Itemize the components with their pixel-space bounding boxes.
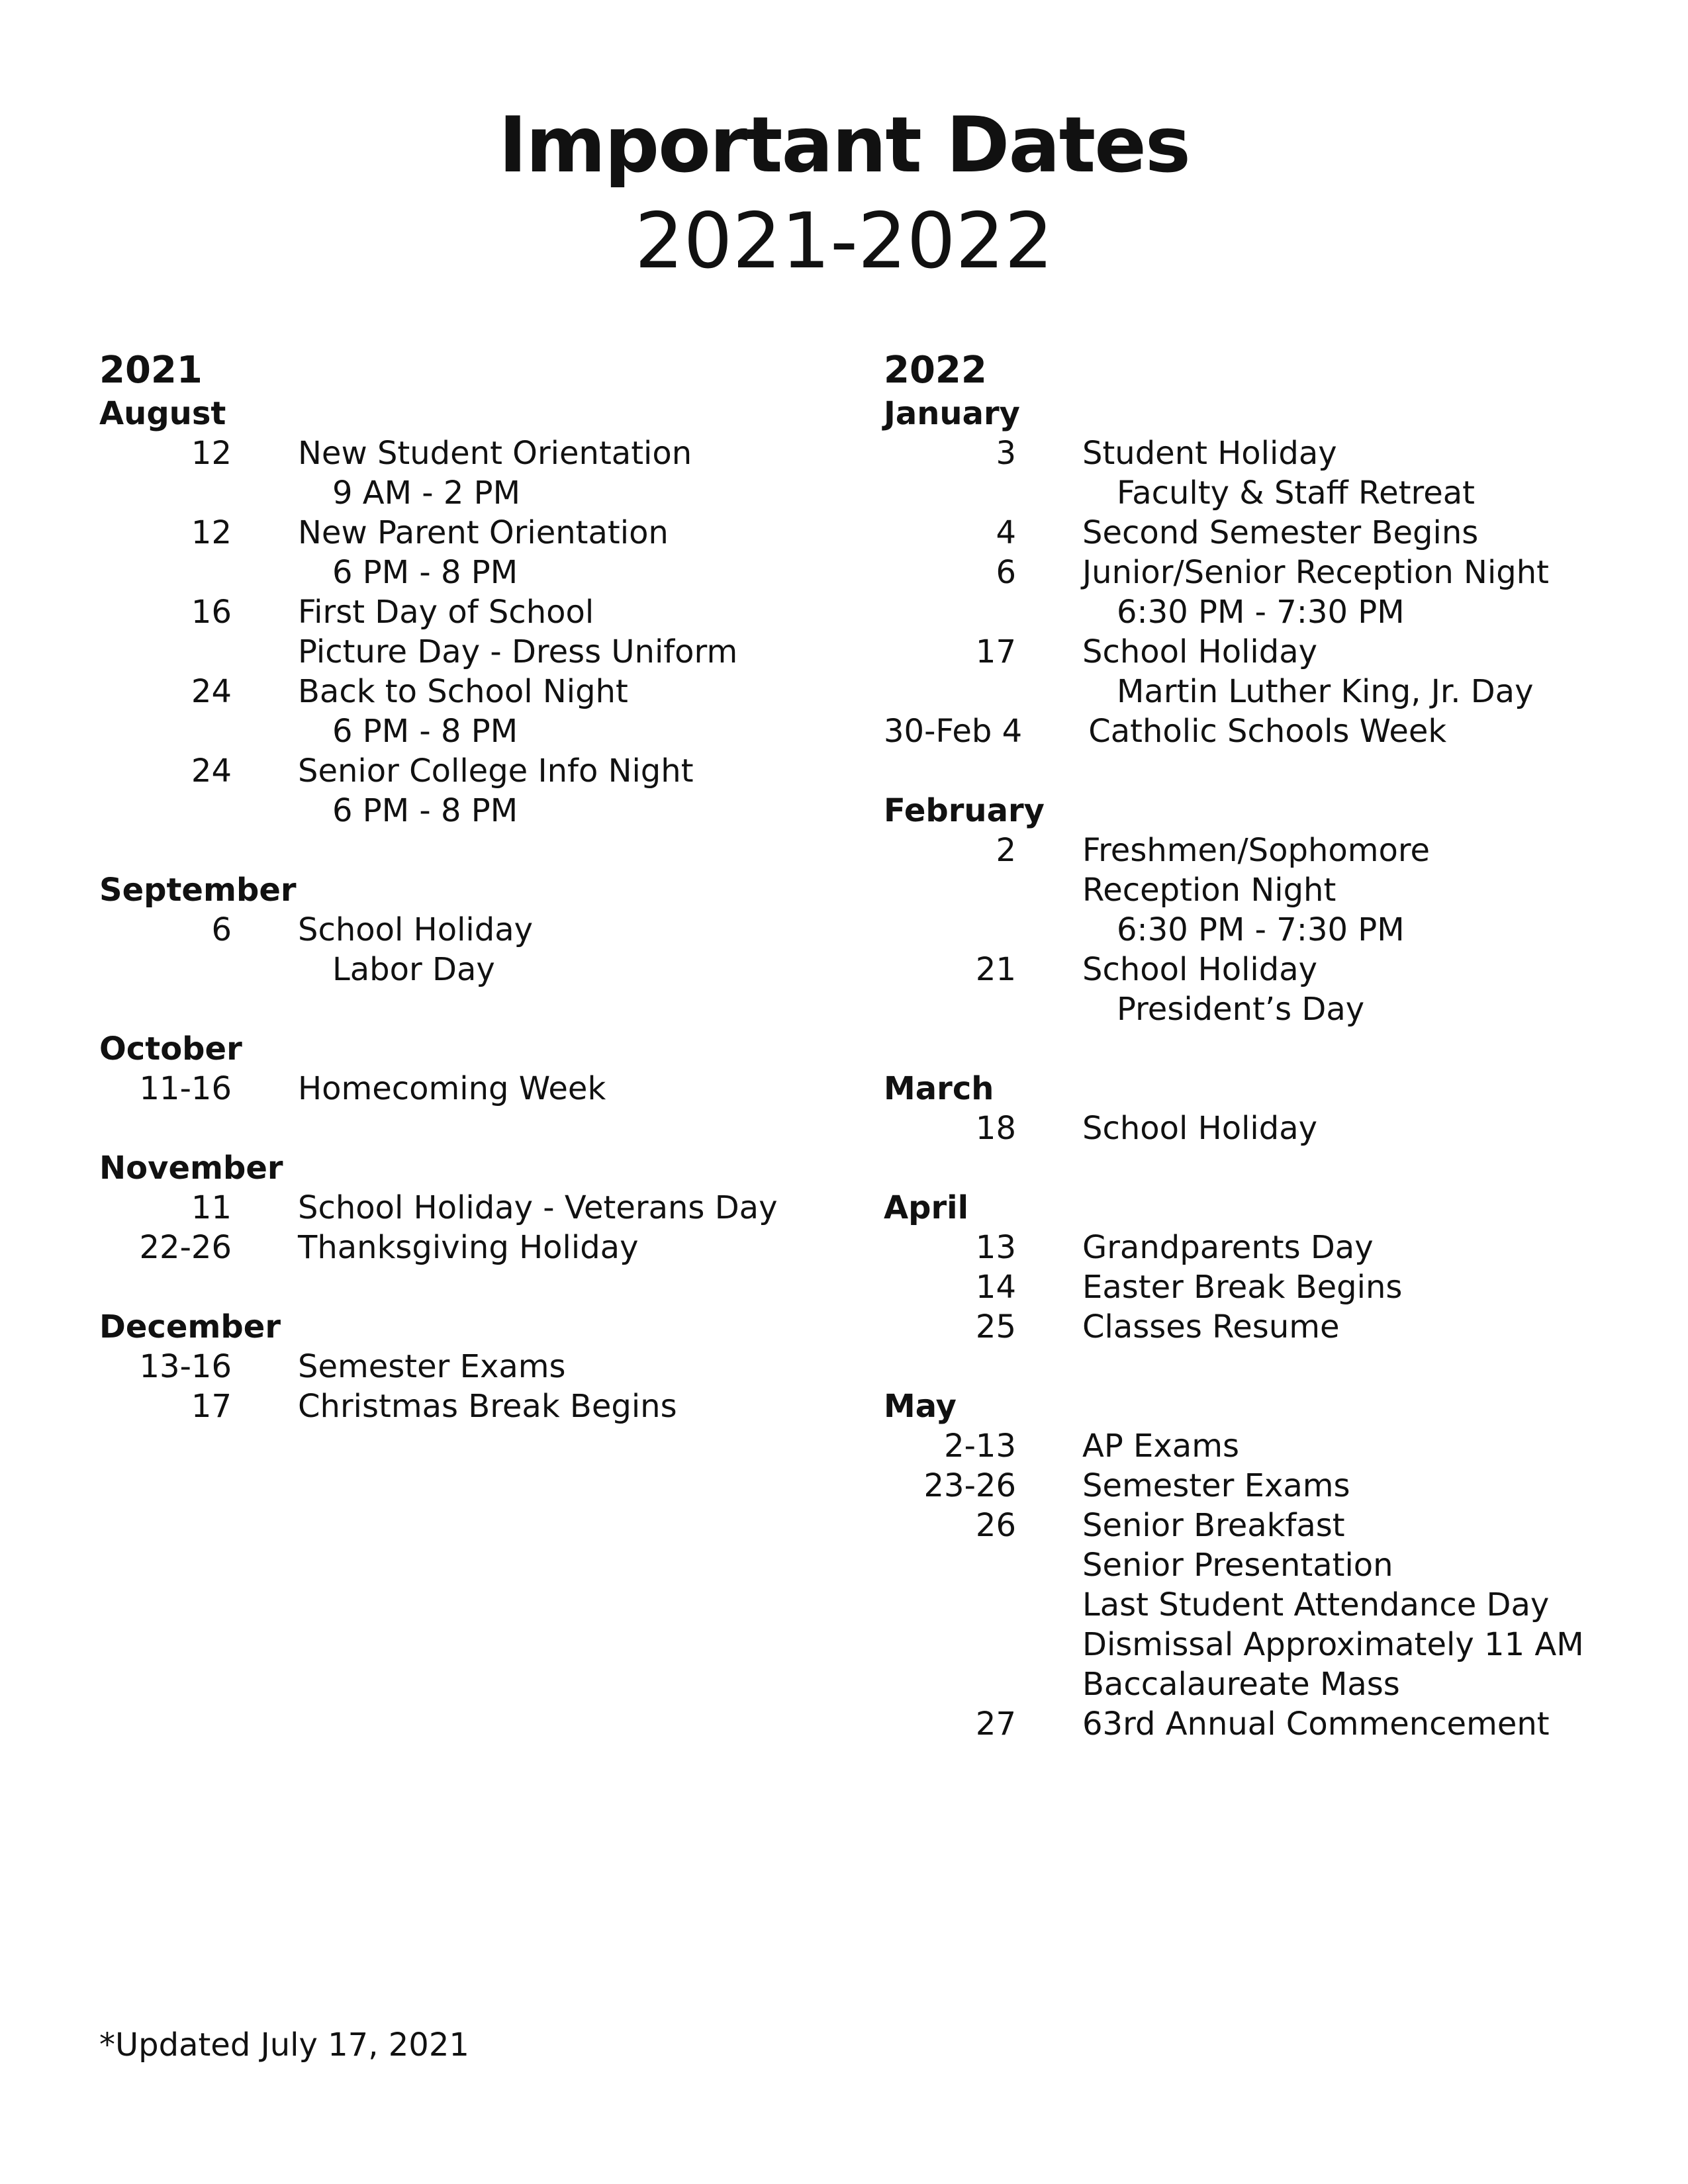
month-section bbox=[99, 1148, 861, 1267]
event-name: Senior Breakfast bbox=[1082, 1507, 1345, 1544]
event-name: 63rd Annual Commencement bbox=[1082, 1706, 1550, 1743]
entry-date: 16 bbox=[191, 594, 232, 631]
date-entry bbox=[884, 513, 1645, 553]
date-entry bbox=[884, 433, 1645, 513]
event-name: Grandparents Day bbox=[1082, 1229, 1374, 1266]
entry-description bbox=[1082, 1267, 1645, 1307]
entry-date: 3 bbox=[996, 435, 1016, 472]
page-subtitle: 2021-2022 bbox=[634, 197, 1054, 286]
event-detail: President’s Day bbox=[1117, 991, 1365, 1028]
date-entry bbox=[884, 1267, 1645, 1307]
event-detail: Senior Presentation bbox=[1082, 1547, 1393, 1584]
event-name: Easter Break Begins bbox=[1082, 1269, 1403, 1306]
event-detail: 6 PM - 8 PM bbox=[332, 792, 518, 829]
date-entry bbox=[99, 910, 861, 989]
month-heading: March bbox=[884, 1070, 994, 1107]
event-name: Junior/Senior Reception Night bbox=[1082, 554, 1549, 591]
month-section bbox=[99, 394, 861, 831]
date-entry bbox=[884, 831, 1645, 950]
event-name: Back to School Night bbox=[298, 673, 628, 710]
entry-date: 4 bbox=[996, 514, 1016, 551]
entry-description bbox=[298, 1347, 861, 1387]
event-detail: 6 PM - 8 PM bbox=[332, 554, 518, 591]
event-name: School Holiday bbox=[298, 911, 534, 948]
entry-date: 30-Feb 4 bbox=[884, 713, 1023, 750]
date-entry bbox=[884, 1307, 1645, 1347]
entry-description bbox=[1082, 831, 1645, 950]
month-heading: August bbox=[99, 395, 226, 432]
event-name: Semester Exams bbox=[298, 1348, 566, 1385]
entry-date: 11 bbox=[191, 1189, 232, 1226]
entry-date: 2 bbox=[996, 832, 1016, 869]
entry-date: 18 bbox=[975, 1110, 1016, 1147]
page-title: Important Dates bbox=[498, 101, 1190, 190]
entry-description bbox=[1082, 1466, 1645, 1506]
entry-date: 12 bbox=[191, 514, 232, 551]
event-detail: 6:30 PM - 7:30 PM bbox=[1117, 594, 1405, 631]
month-section bbox=[99, 1307, 861, 1426]
entry-description bbox=[298, 1069, 861, 1109]
month-heading: December bbox=[99, 1308, 281, 1345]
month-section bbox=[884, 1069, 1645, 1148]
event-name: Student Holiday bbox=[1082, 435, 1337, 472]
entry-date: 22-26 bbox=[139, 1229, 232, 1266]
event-detail: Baccalaureate Mass bbox=[1082, 1666, 1400, 1703]
date-entry bbox=[99, 751, 861, 831]
event-detail: Last Student Attendance Day bbox=[1082, 1586, 1550, 1623]
entry-date: 12 bbox=[191, 435, 232, 472]
date-entry bbox=[884, 632, 1645, 711]
entry-description bbox=[298, 592, 861, 672]
event-name: Classes Resume bbox=[1082, 1308, 1340, 1345]
entry-date: 14 bbox=[975, 1269, 1016, 1306]
year-heading: 2022 bbox=[884, 349, 987, 392]
entry-description bbox=[1082, 1307, 1645, 1347]
date-entry bbox=[99, 1347, 861, 1387]
entry-description bbox=[1082, 632, 1645, 711]
event-name: Homecoming Week bbox=[298, 1070, 606, 1107]
entry-date: 13 bbox=[975, 1229, 1016, 1266]
date-entry bbox=[884, 1506, 1645, 1704]
event-detail: Labor Day bbox=[332, 951, 495, 988]
month-heading: February bbox=[884, 792, 1045, 829]
date-entry bbox=[884, 1228, 1645, 1267]
event-name: School Holiday bbox=[1082, 951, 1318, 988]
month-section bbox=[884, 1387, 1645, 1744]
date-entry bbox=[884, 1109, 1645, 1148]
event-name: New Parent Orientation bbox=[298, 514, 669, 551]
event-name: First Day of School bbox=[298, 594, 594, 631]
entry-date: 17 bbox=[975, 633, 1016, 670]
entry-description bbox=[298, 910, 861, 989]
month-heading: January bbox=[884, 395, 1020, 432]
entry-date: 21 bbox=[975, 951, 1016, 988]
entry-date: 26 bbox=[975, 1507, 1016, 1544]
event-name: School Holiday bbox=[1082, 1110, 1318, 1147]
event-name: Freshmen/Sophomore bbox=[1082, 832, 1430, 869]
entry-date: 2-13 bbox=[944, 1428, 1016, 1465]
month-section bbox=[99, 870, 861, 989]
entry-description bbox=[298, 1228, 861, 1267]
month-heading: November bbox=[99, 1150, 283, 1187]
date-entry bbox=[99, 1069, 861, 1109]
year-column-2021 bbox=[99, 351, 861, 1466]
date-entry bbox=[884, 553, 1645, 632]
entry-description bbox=[1082, 433, 1645, 513]
month-heading: May bbox=[884, 1388, 957, 1425]
year-heading: 2021 bbox=[99, 349, 203, 392]
entry-date: 25 bbox=[975, 1308, 1016, 1345]
entry-date: 24 bbox=[191, 752, 232, 790]
date-entry bbox=[99, 1228, 861, 1267]
entry-description bbox=[1082, 1704, 1645, 1744]
entry-date: 27 bbox=[975, 1706, 1016, 1743]
month-section bbox=[884, 791, 1645, 1029]
event-detail: 6:30 PM - 7:30 PM bbox=[1117, 911, 1405, 948]
updated-footnote: *Updated July 17, 2021 bbox=[99, 2026, 469, 2064]
event-name: Thanksgiving Holiday bbox=[298, 1229, 639, 1266]
entry-date: 23-26 bbox=[923, 1467, 1016, 1504]
entry-description bbox=[1082, 950, 1645, 1029]
month-section bbox=[884, 394, 1645, 751]
entry-date: 24 bbox=[191, 673, 232, 710]
event-name: Christmas Break Begins bbox=[298, 1388, 677, 1425]
month-heading: September bbox=[99, 872, 297, 909]
month-heading: April bbox=[884, 1189, 969, 1226]
date-entry bbox=[884, 1426, 1645, 1466]
month-heading: October bbox=[99, 1030, 242, 1068]
entry-description bbox=[1082, 513, 1645, 553]
entry-description bbox=[298, 513, 861, 592]
entry-description bbox=[1082, 1506, 1645, 1704]
event-name: AP Exams bbox=[1082, 1428, 1239, 1465]
event-detail: Martin Luther King, Jr. Day bbox=[1117, 673, 1534, 710]
entry-description bbox=[298, 672, 861, 751]
event-detail: Picture Day - Dress Uniform bbox=[298, 633, 738, 670]
event-name: Semester Exams bbox=[1082, 1467, 1350, 1504]
event-detail: Faculty & Staff Retreat bbox=[1117, 475, 1475, 512]
event-detail: Reception Night bbox=[1082, 872, 1336, 909]
date-entry bbox=[99, 513, 861, 592]
entry-description bbox=[1082, 1109, 1645, 1148]
date-entry bbox=[99, 672, 861, 751]
event-name: Catholic Schools Week bbox=[1088, 713, 1447, 750]
entry-description bbox=[1082, 553, 1645, 632]
date-entry bbox=[884, 1704, 1645, 1744]
entry-date: 11-16 bbox=[139, 1070, 232, 1107]
date-entry bbox=[884, 1466, 1645, 1506]
entry-description bbox=[1082, 1426, 1645, 1466]
entry-date: 6 bbox=[996, 554, 1016, 591]
entry-date: 6 bbox=[211, 911, 232, 948]
entry-description bbox=[298, 751, 861, 831]
event-name: Senior College Info Night bbox=[298, 752, 694, 790]
event-detail: 6 PM - 8 PM bbox=[332, 713, 518, 750]
entry-date: 13-16 bbox=[139, 1348, 232, 1385]
date-entry bbox=[884, 950, 1645, 1029]
entry-description bbox=[298, 433, 861, 513]
event-name: Second Semester Begins bbox=[1082, 514, 1479, 551]
date-entry bbox=[99, 592, 861, 672]
month-section bbox=[884, 1188, 1645, 1347]
entry-description bbox=[298, 1188, 861, 1228]
date-entry bbox=[99, 1387, 861, 1426]
year-column-2022 bbox=[884, 351, 1645, 1784]
event-name: School Holiday bbox=[1082, 633, 1318, 670]
entry-description bbox=[298, 1387, 861, 1426]
event-name: New Student Orientation bbox=[298, 435, 692, 472]
event-name: School Holiday - Veterans Day bbox=[298, 1189, 778, 1226]
entry-description bbox=[1082, 1228, 1645, 1267]
event-detail: 9 AM - 2 PM bbox=[332, 475, 521, 512]
month-section bbox=[99, 1029, 861, 1109]
date-entry bbox=[99, 433, 861, 513]
event-detail: Dismissal Approximately 11 AM bbox=[1082, 1626, 1584, 1663]
date-entry bbox=[884, 711, 1645, 751]
date-entry bbox=[99, 1188, 861, 1228]
entry-date: 17 bbox=[191, 1388, 232, 1425]
entry-description bbox=[1088, 711, 1645, 751]
